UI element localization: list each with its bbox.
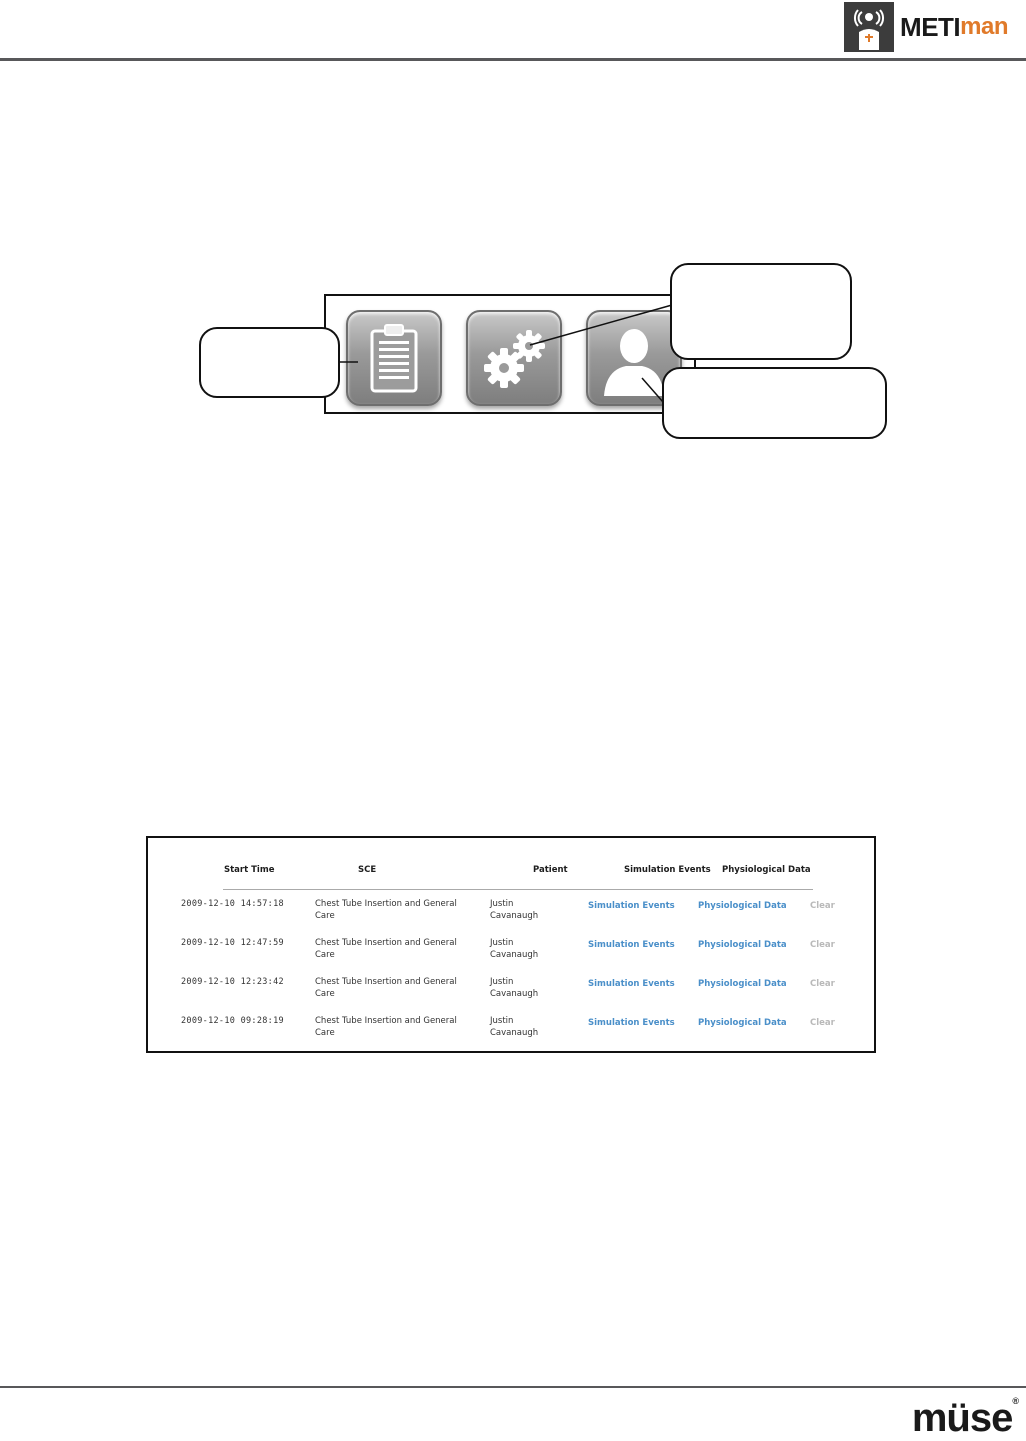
callout-settings (670, 263, 852, 360)
clear-button[interactable]: Clear (810, 940, 835, 950)
clear-button[interactable]: Clear (810, 1018, 835, 1028)
row-sce: Chest Tube Insertion and General Care (315, 938, 457, 960)
row-sce: Chest Tube Insertion and General Care (315, 899, 457, 921)
clear-button[interactable]: Clear (810, 979, 835, 989)
row-patient: Justin Cavanaugh (490, 899, 539, 921)
callout-reports (199, 327, 340, 398)
leader-line-settings (530, 305, 672, 345)
physiological-data-link[interactable]: Physiological Data (698, 901, 787, 911)
logo-text-meti: METI (900, 11, 961, 42)
row-start-time: 2009-12-10 09:28:19 (181, 1016, 284, 1026)
column-header-sce: SCE (358, 865, 377, 875)
clear-button[interactable]: Clear (810, 901, 835, 911)
physiological-data-link[interactable]: Physiological Data (698, 1018, 787, 1028)
leader-line-user (642, 378, 663, 402)
simulation-events-link[interactable]: Simulation Events (588, 979, 675, 989)
simulation-events-link[interactable]: Simulation Events (588, 1018, 675, 1028)
simulation-events-link[interactable]: Simulation Events (588, 901, 675, 911)
physiological-data-link[interactable]: Physiological Data (698, 940, 787, 950)
column-header-patient: Patient (533, 865, 568, 875)
column-header-simulation-events: Simulation Events (624, 865, 711, 875)
row-patient: Justin Cavanaugh (490, 1016, 539, 1038)
row-sce: Chest Tube Insertion and General Care (315, 1016, 457, 1038)
row-patient: Justin Cavanaugh (490, 938, 539, 960)
row-start-time: 2009-12-10 12:47:59 (181, 938, 284, 948)
footer-divider (0, 1386, 1026, 1388)
physiological-data-link[interactable]: Physiological Data (698, 979, 787, 989)
row-start-time: 2009-12-10 14:57:18 (181, 899, 284, 909)
simulation-events-link[interactable]: Simulation Events (588, 940, 675, 950)
row-patient: Justin Cavanaugh (490, 977, 539, 999)
muse-wordmark: müse (911, 1396, 1013, 1440)
callout-leader-lines (0, 0, 1026, 600)
logo-text-man: man (960, 13, 1008, 40)
header-divider-line (223, 889, 813, 890)
column-header-physiological-data: Physiological Data (722, 865, 811, 875)
row-sce: Chest Tube Insertion and General Care (315, 977, 457, 999)
callout-user (662, 367, 887, 439)
registered-mark: ® (1012, 1396, 1018, 1406)
muse-logo (912, 1396, 1018, 1441)
row-start-time: 2009-12-10 12:23:42 (181, 977, 284, 987)
column-header-start-time: Start Time (224, 865, 275, 875)
session-table (146, 836, 876, 1053)
